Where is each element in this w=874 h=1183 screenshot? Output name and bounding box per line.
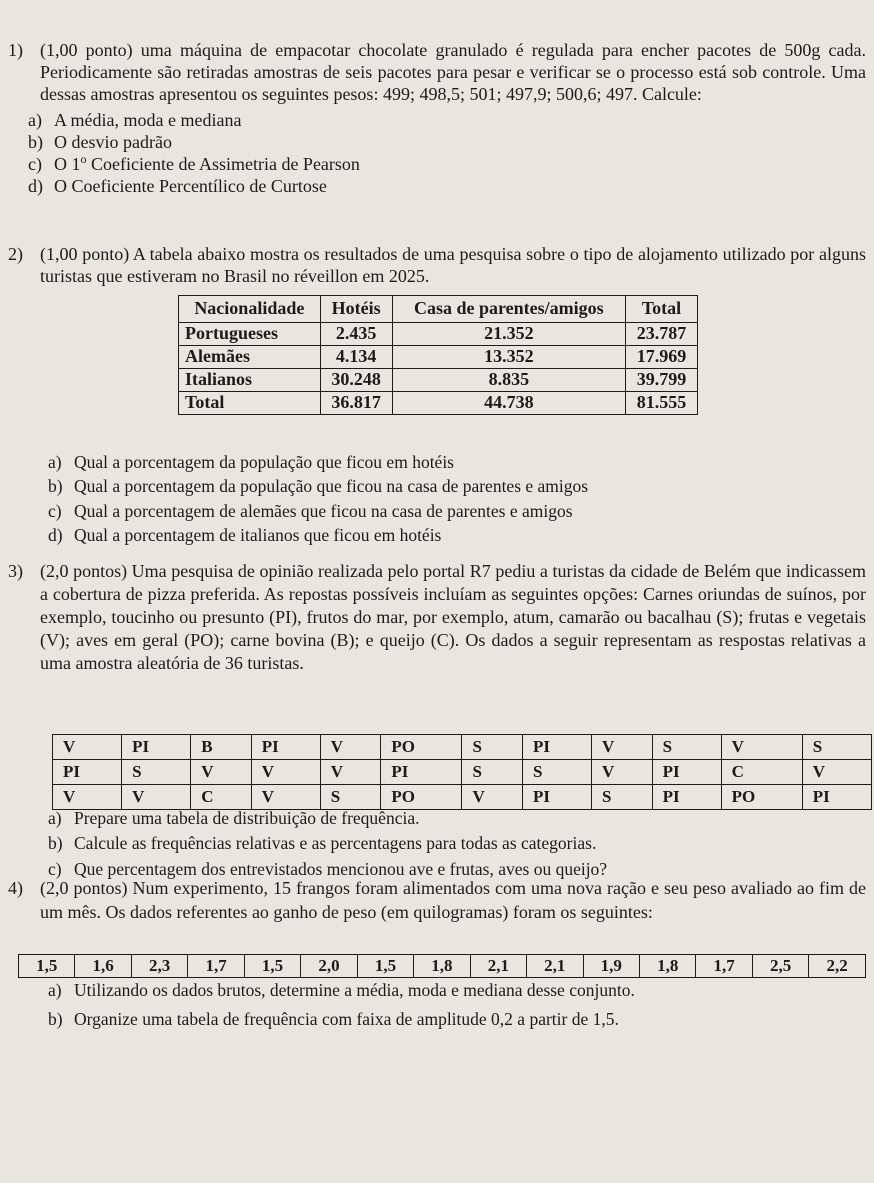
table-cell: 1,7 [188, 955, 244, 978]
question-number: 2) [8, 244, 23, 264]
table-cell: V [592, 760, 653, 785]
table-cell: PO [721, 785, 802, 810]
table-cell: S [802, 735, 871, 760]
weight-gain-table [18, 954, 866, 978]
table-cell: 1,9 [583, 955, 639, 978]
table-cell: C [191, 785, 252, 810]
pizza-responses-table [52, 734, 872, 810]
table-cell: V [53, 735, 122, 760]
table-cell: 2,2 [809, 955, 866, 978]
table-cell: PI [251, 735, 320, 760]
table-row [53, 735, 872, 760]
table-cell: PI [522, 735, 591, 760]
table-cell: V [191, 760, 252, 785]
table-cell: S [522, 760, 591, 785]
table-cell: 2,0 [301, 955, 357, 978]
table-cell: V [251, 785, 320, 810]
question-text: (1,00 ponto) uma máquina de empacotar chocolate granulado é regulada para encher pacotes de 500g cada. Periodicamente são retiradas amostras de seis pacotes para pesar e verificar se o processo está sob controle. Uma dessas amostras apresentou os seguintes pesos: 499; 498,5; 501; 497,9; 500,6; 497. Calcule: [40, 40, 866, 104]
table-header: Nacionalidade [179, 296, 321, 323]
list-item: b) Organize uma tabela de frequência com faixa de amplitude 0,2 a partir de 1,5. [48, 1009, 619, 1030]
table-cell: V [320, 735, 381, 760]
question-1 [8, 40, 866, 198]
table-cell: 2,5 [752, 955, 808, 978]
list-item: b) Qual a porcentagem da população que ficou na casa de parentes e amigos [48, 476, 589, 497]
table-cell: C [721, 760, 802, 785]
question-number: 1) [8, 40, 23, 60]
question-3-items [8, 808, 866, 880]
table-cell: V [462, 785, 523, 810]
table-row: Portugueses 2.435 21.352 23.787 [179, 322, 698, 345]
list-item: c) Que percentagem dos entrevistados mencionou ave e frutas, aves ou queijo? [48, 858, 608, 879]
list-item: a) Qual a porcentagem da população que ficou em hotéis [48, 452, 454, 472]
table-cell: PI [53, 760, 122, 785]
table-row: Italianos 30.248 8.835 39.799 [179, 368, 698, 391]
question-2-items [8, 452, 866, 546]
table-cell: PO [381, 785, 462, 810]
table-row [53, 760, 872, 785]
table-header: Hotéis [320, 296, 392, 323]
table-header: Total [626, 296, 698, 323]
question-number: 3) [8, 561, 23, 581]
question-4-items [8, 980, 866, 1031]
table-cell: 1,8 [414, 955, 470, 978]
table-cell: 2,3 [131, 955, 187, 978]
table-cell: V [320, 760, 381, 785]
list-item: d) O Coeficiente Percentílico de Curtose [28, 175, 327, 196]
question-text: (2,0 pontos) Num experimento, 15 frangos foram alimentados com uma nova ração e seu peso avaliado ao fim de um mês. Os dados referentes ao ganho de peso (em quilogramas) foram os seguintes: [40, 878, 866, 923]
table-cell: V [802, 760, 871, 785]
table-cell: S [320, 785, 381, 810]
table-cell: 1,7 [696, 955, 752, 978]
table-cell: PI [802, 785, 871, 810]
table-cell: PI [522, 785, 591, 810]
table-cell: 1,5 [19, 955, 75, 978]
table-cell: V [122, 785, 191, 810]
table-cell: 2,1 [470, 955, 526, 978]
table-cell: B [191, 735, 252, 760]
table-cell: PI [652, 760, 721, 785]
question-text: (1,00 ponto) A tabela abaixo mostra os resultados de uma pesquisa sobre o tipo de alojamento utilizado por alguns turistas que estiveram no Brasil no réveillon em 2025. [40, 244, 866, 286]
table-cell: S [462, 735, 523, 760]
table-cell: 1,6 [75, 955, 131, 978]
list-item: d) Qual a porcentagem de italianos que ficou em hotéis [48, 525, 442, 546]
table-cell: 1,5 [357, 955, 413, 978]
list-item: c) Qual a porcentagem de alemães que ficou na casa de parentes e amigos [48, 500, 573, 521]
table-row: Total 36.817 44.738 81.555 [179, 391, 698, 414]
list-item: c) O 1$^o$ Coeficiente de Assimetria de Pearson [28, 151, 360, 174]
list-item: a) Utilizando os dados brutos, determine a média, moda e mediana desse conjunto. [48, 980, 635, 1000]
table-row: Alemães 4.134 13.352 17.969 [179, 345, 698, 368]
table-cell: S [462, 760, 523, 785]
table-cell: 1,5 [244, 955, 300, 978]
table-cell: V [721, 735, 802, 760]
list-item: b) Calcule as frequências relativas e as percentagens para todas as categorias. [48, 833, 597, 854]
list-item: a) A média, moda e mediana [28, 109, 242, 130]
question-3 [8, 560, 866, 675]
table-cell: 2,1 [527, 955, 583, 978]
table-cell: S [652, 735, 721, 760]
question-2 [8, 244, 866, 288]
table-cell: 1,8 [639, 955, 695, 978]
table-row [53, 785, 872, 810]
table-cell: PI [652, 785, 721, 810]
question-text: (2,0 pontos) Uma pesquisa de opinião realizada pelo portal R7 pediu a turistas da cidade de Belém que indicassem a cobertura de pizza preferida. As repostas possíveis incluíam as seguintes opções: Carnes oriundas de suínos, por exemplo, toucinho ou presunto (PI), frutos do mar, por exemplo, atum, camarão ou bacalhau (S); frutas e vegetais (V); aves em geral (PO); carne bovina (B); e queijo (C). Os dados a seguir representam as respostas relativas a uma amostra aleatória de 36 turistas. [40, 561, 866, 674]
lodging-table [178, 295, 698, 415]
list-item: a) Prepare uma tabela de distribuição de frequência. [48, 808, 420, 828]
table-cell: V [592, 735, 653, 760]
table-row [19, 955, 866, 978]
table-cell: S [122, 760, 191, 785]
question-4 [8, 876, 866, 925]
question-number: 4) [8, 878, 23, 898]
table-cell: V [251, 760, 320, 785]
table-header: Casa de parentes/amigos [392, 296, 625, 323]
table-cell: PI [381, 760, 462, 785]
list-item: b) O desvio padrão [28, 131, 172, 152]
table-cell: PO [381, 735, 462, 760]
table-cell: PI [122, 735, 191, 760]
table-cell: S [592, 785, 653, 810]
table-cell: V [53, 785, 122, 810]
